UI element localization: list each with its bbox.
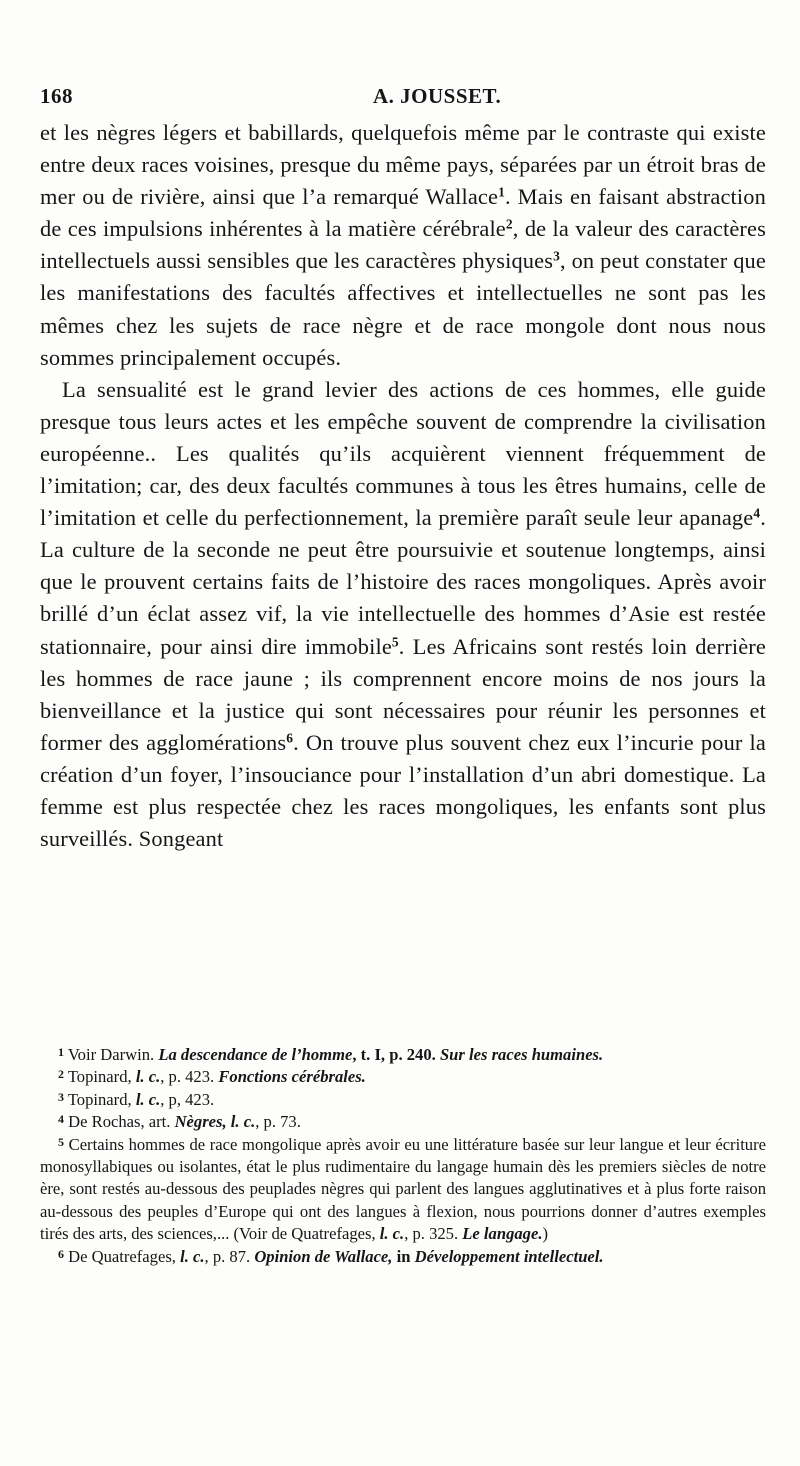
footnote-title: l. c. <box>180 1246 205 1266</box>
footnote-5 <box>40 1134 766 1246</box>
footnote-mark: 5 <box>58 1134 64 1149</box>
text-run: . On trouve plus souvent chez eux l’incurie pour la création d’un foyer, l’insouciance pour l’installation d’un abri domestique. La femme est plus respectée chez les races mongoliques, les enfants sont plus surveillés. Songeant <box>40 729 766 852</box>
text-run: , on peut constater que les manifestations des facultés affectives et intellectuelles ne sont pas les mêmes chez les sujets de race nègre et de race mongole dont nous nous sommes principalement occupés. <box>40 248 766 370</box>
footnote-title: l. c. <box>379 1224 405 1244</box>
footnote-text: in <box>396 1246 411 1266</box>
footnote-text: Voir Darwin. <box>67 1045 155 1064</box>
footnote-ref-5: 5 <box>391 634 399 650</box>
footnote-title: Opinion de Wallace, <box>254 1246 393 1266</box>
footnote-text: , p. 423. <box>160 1067 215 1087</box>
footnote-4 <box>40 1111 766 1133</box>
footnote-text: , p, 423. <box>160 1089 215 1109</box>
text-run: , de la valeur des caractères intellectuels aussi sensibles que les caractères physiques <box>40 216 766 274</box>
running-head <box>40 84 760 106</box>
footnote-title: l. c. <box>135 1067 161 1087</box>
footnote-text: , p. 87. <box>204 1246 251 1266</box>
footnote-text: Topinard, <box>67 1067 132 1087</box>
text-run: La sensualité est le grand levier des actions de ces hommes, elle guide presque tous leurs actes et les empêche souvent de comprendre la civilisation européenne.. Les qualités qu’ils acquièrent viennent fréquemment de l’imitation; car, des deux facultés communes à tous les êtres humains, celle de l’imitation et celle du perfectionnement, la première paraît seule leur apanage <box>40 376 766 531</box>
footnote-title: Fonctions cérébrales. <box>218 1067 366 1087</box>
footnote-text: , t. I, p. 240. <box>352 1045 436 1064</box>
footnote-mark: 1 <box>58 1044 64 1059</box>
footnote-title: l. c. <box>135 1089 161 1109</box>
footnote-ref-2: 2 <box>505 216 513 232</box>
footnote-mark: 4 <box>58 1112 64 1127</box>
paragraph-1 <box>40 117 766 374</box>
footnote-title: Sur les races humaines. <box>439 1045 604 1064</box>
footnotes <box>40 1044 766 1268</box>
footnote-3 <box>40 1089 766 1111</box>
footnote-mark: 6 <box>58 1246 64 1261</box>
footnote-mark: 3 <box>58 1089 64 1104</box>
footnote-text: Topinard, <box>67 1089 132 1109</box>
paragraph-2 <box>40 374 766 855</box>
footnote-6 <box>40 1246 766 1268</box>
footnote-ref-3: 3 <box>553 248 560 264</box>
footnote-ref-1: 1 <box>498 184 505 200</box>
text-run: et les nègres légers et babillards, quelquefois même par le contraste qui existe entre deux races voisines, presque du même pays, séparées par un étroit bras de mer ou de rivière, ainsi que l’a remarqué Wallace <box>40 120 766 210</box>
text-run: . Mais en faisant abstraction de ces impulsions inhérentes à la matière cérébrale <box>40 184 766 242</box>
footnote-ref-4: 4 <box>753 505 761 521</box>
footnote-mark: 2 <box>58 1067 64 1082</box>
footnote-text: Certains hommes de race mongolique après avoir eu une littérature basée sur leur langue et leur écriture monosyllabiques ou isolantes, état le plus rudimentaire du langage humain dès les premiers siècles de notre ère, sont restés au-dessous des peuplades nègres qui parlent des langues agglutinatives et à plus forte raison au-dessous des peuples d’Europe qui ont des langues à flexion, nous pourrions donner d’autres exemples tirés des arts, des sciences,... (Voir de Quatrefages, <box>40 1134 766 1244</box>
footnote-title: La descendance de l’homme <box>158 1045 353 1064</box>
footnote-text: De Quatrefages, <box>68 1246 176 1266</box>
footnote-text: , p. 325. <box>404 1224 459 1244</box>
footnote-1 <box>40 1044 766 1066</box>
footnote-title: Nègres, l. c. <box>174 1112 256 1132</box>
footnote-ref-6: 6 <box>286 730 294 746</box>
footnote-title: Le langage. <box>462 1224 543 1244</box>
text-run: . La culture de la seconde ne peut être poursuivie et soutenue longtemps, ainsi que le prouvent certains faits de l’histoire des races mongoliques. Après avoir brillé d’un éclat assez vif, la vie intellectuelle des hommes d’Asie est restée stationnaire, pour ainsi dire immobile <box>40 505 766 659</box>
text-run: . Les Africains sont restés loin derrière les hommes de race jaune ; ils comprennent encore moins de nos jours la bienveillance et la justice qui sont nécessaires pour réunir les personnes et former des agglomérations <box>40 633 766 755</box>
body-text <box>40 117 766 855</box>
footnote-2 <box>40 1066 766 1088</box>
footnote-title: Développement intellectuel. <box>414 1246 604 1266</box>
footnote-text: , p. 73. <box>255 1112 301 1132</box>
footnote-text: De Rochas, art. <box>68 1112 171 1132</box>
running-title: A. JOUSSET. <box>373 84 502 108</box>
footnote-text: ) <box>542 1224 549 1244</box>
page-number: 168 <box>40 84 73 108</box>
